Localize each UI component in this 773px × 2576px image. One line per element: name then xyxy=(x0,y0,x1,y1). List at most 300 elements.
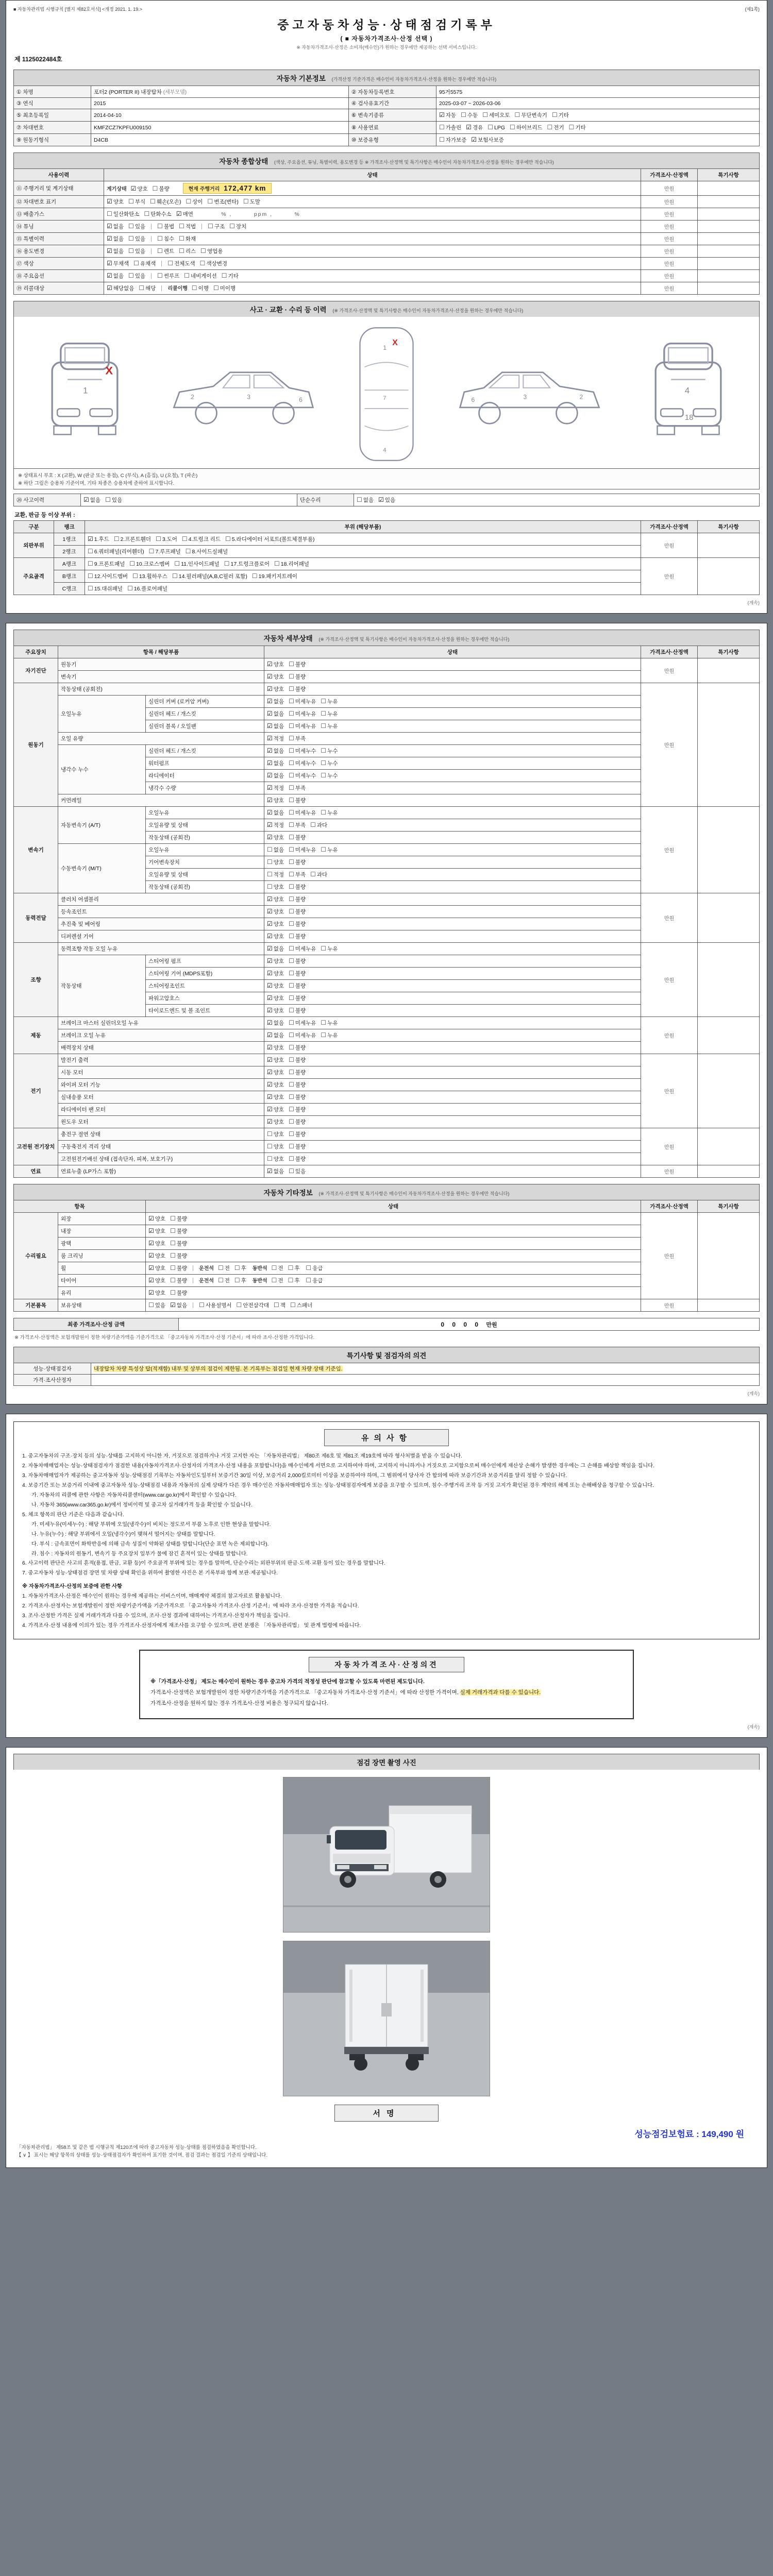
checkbox-unchecked[interactable] xyxy=(289,982,306,990)
checkbox-unchecked[interactable] xyxy=(289,735,306,742)
checkbox-unchecked[interactable] xyxy=(88,572,128,580)
checkbox-checked[interactable] xyxy=(267,957,284,965)
checkbox-unchecked[interactable] xyxy=(170,1252,187,1260)
state-cell xyxy=(264,1017,641,1029)
checkbox-unchecked[interactable] xyxy=(289,1081,306,1089)
checkbox-unchecked[interactable] xyxy=(234,1277,246,1284)
checkbox-unchecked[interactable] xyxy=(289,772,316,779)
checkbox-unchecked[interactable] xyxy=(289,945,316,953)
checkbox-unchecked[interactable] xyxy=(289,809,316,817)
photo-truck-rear xyxy=(283,1941,490,2096)
checkbox-unchecked[interactable] xyxy=(289,698,316,705)
section-summary-note: (색상, 주요옵션, 튜닝, 특별이력, 용도변경 등 ※ 가격조사·산정액 및 특기사항은 매수인이 자동차가격조사·산정을 원하는 경우에만 적습니다) xyxy=(274,160,554,165)
car-diagram-front xyxy=(29,330,140,459)
checkbox-unchecked[interactable] xyxy=(510,124,542,131)
checkbox-unchecked[interactable] xyxy=(288,1277,300,1284)
note-cell xyxy=(698,533,760,558)
checkbox-unchecked[interactable] xyxy=(208,198,239,206)
part-label: 스티어링 펌프 xyxy=(146,955,264,968)
checkbox-label: 없음 xyxy=(273,1168,284,1175)
checkbox-unchecked[interactable] xyxy=(170,1289,187,1297)
checkbox-unchecked[interactable] xyxy=(321,710,338,718)
checkbox-checked[interactable] xyxy=(267,710,284,718)
empty-box-icon: ☐ xyxy=(251,572,258,580)
checkbox-unchecked[interactable] xyxy=(218,1277,230,1284)
checkbox-unchecked[interactable] xyxy=(128,223,145,230)
checkbox-checked[interactable] xyxy=(267,809,284,817)
checkbox-unchecked[interactable] xyxy=(170,1215,187,1223)
checkbox-unchecked[interactable] xyxy=(321,945,338,953)
checkbox-checked[interactable] xyxy=(267,945,284,953)
checkbox-checked[interactable] xyxy=(148,1252,165,1260)
row-label-tuning: ⑭ 튜닝 xyxy=(14,221,104,233)
svg-text:X: X xyxy=(105,364,113,377)
price-cell: 만원 xyxy=(641,196,698,208)
checkbox-unchecked[interactable] xyxy=(170,1240,187,1247)
empty-box-icon: ☐ xyxy=(547,124,553,131)
checkbox-checked[interactable] xyxy=(83,496,100,504)
checkbox-checked[interactable] xyxy=(88,535,109,543)
checkbox-unchecked[interactable] xyxy=(272,1264,283,1272)
notice-line: 1. 중고자동차의 구조·장치 등의 성능·상태를 고지하지 아니한 자, 거짓으로 점검하거나 거짓 고지한 자는 「자동차관리법」 제80조 제6호 및 제81조 제19호에 따라 형사처벌을 받을 수 있습니다. xyxy=(22,1453,462,1459)
checkbox-unchecked[interactable] xyxy=(184,272,216,280)
checkbox-label: 잭 xyxy=(280,1302,285,1309)
checkbox-checked[interactable] xyxy=(107,235,124,243)
checkbox-unchecked[interactable] xyxy=(157,272,179,280)
checkbox-unchecked[interactable] xyxy=(289,1093,306,1101)
checked-box-icon: ☑ xyxy=(267,710,273,717)
checkbox-checked[interactable] xyxy=(267,722,284,730)
fuel-type-checks xyxy=(436,122,760,134)
checkbox-unchecked[interactable] xyxy=(321,1019,338,1027)
checkbox-unchecked[interactable] xyxy=(289,673,306,681)
basic-items-have-checks xyxy=(148,1302,192,1309)
checkbox-unchecked[interactable] xyxy=(274,1301,285,1309)
checkbox-checked[interactable] xyxy=(267,982,284,990)
checkbox-checked[interactable] xyxy=(267,784,284,792)
checkbox-unchecked[interactable] xyxy=(88,560,125,568)
checkbox-unchecked[interactable] xyxy=(127,585,167,592)
checkbox-unchecked[interactable] xyxy=(289,1130,306,1138)
checkbox-label: 누유 xyxy=(327,711,338,717)
checkbox-label: 부족 xyxy=(295,736,306,742)
checkbox-unchecked[interactable] xyxy=(129,560,170,568)
special-history-checks xyxy=(107,236,150,242)
checkbox-unchecked[interactable] xyxy=(289,1019,316,1027)
state-cell xyxy=(264,881,641,893)
price-cell: 만원 xyxy=(641,282,698,295)
checkbox-checked[interactable] xyxy=(107,223,124,230)
checkbox-unchecked[interactable] xyxy=(289,747,316,755)
tire-driver-checks xyxy=(218,1278,251,1284)
empty-box-icon: ☐ xyxy=(128,198,134,205)
item-label: 클러치 어셈블리 xyxy=(58,893,264,906)
checkbox-checked[interactable] xyxy=(439,111,456,119)
checkbox-label: 미세누유 xyxy=(295,699,316,705)
checkbox-unchecked[interactable] xyxy=(289,1143,306,1150)
checkbox-unchecked[interactable] xyxy=(439,136,466,144)
polish-label: 광택 xyxy=(58,1238,146,1250)
checkbox-unchecked[interactable] xyxy=(128,235,145,243)
checkbox-unchecked[interactable] xyxy=(289,1007,306,1014)
empty-box-icon: ☐ xyxy=(289,1056,294,1063)
options-checks xyxy=(107,273,150,279)
checkbox-unchecked[interactable] xyxy=(274,560,309,568)
device-group-label: 전기 xyxy=(14,1054,58,1128)
checkbox-unchecked[interactable] xyxy=(569,124,586,131)
divider xyxy=(161,261,162,266)
checkbox-unchecked[interactable] xyxy=(289,796,306,804)
checkbox-unchecked[interactable] xyxy=(186,198,203,206)
checkbox-unchecked[interactable] xyxy=(289,1069,306,1076)
state-cell xyxy=(264,856,641,869)
checkbox-unchecked[interactable] xyxy=(133,260,156,267)
checkbox-unchecked[interactable] xyxy=(149,548,181,555)
checkbox-unchecked[interactable] xyxy=(357,496,374,504)
empty-box-icon: ☐ xyxy=(179,247,184,255)
checkbox-unchecked[interactable] xyxy=(289,883,306,891)
note-cell xyxy=(698,221,760,233)
checkbox-unchecked[interactable] xyxy=(107,210,139,218)
checkbox-label: 불량 xyxy=(295,896,306,903)
empty-box-icon: ☐ xyxy=(217,1277,224,1284)
checkbox-unchecked[interactable] xyxy=(105,496,122,504)
checkbox-label: 미세누수 xyxy=(295,760,316,767)
checkbox-checked[interactable] xyxy=(267,994,284,1002)
first-registration-value: 2014-04-10 xyxy=(91,109,349,122)
checkbox-unchecked[interactable] xyxy=(289,1031,316,1039)
checkbox-unchecked[interactable] xyxy=(148,1301,165,1309)
checkbox-unchecked[interactable] xyxy=(289,821,306,829)
checked-box-icon: ☑ xyxy=(267,1167,273,1175)
checkbox-unchecked[interactable] xyxy=(128,198,145,206)
checkbox-checked[interactable] xyxy=(267,933,284,940)
checkbox-unchecked[interactable] xyxy=(208,223,225,230)
checkbox-checked[interactable] xyxy=(267,1019,284,1027)
empty-box-icon: ☐ xyxy=(289,970,294,977)
checkbox-unchecked[interactable] xyxy=(289,908,306,916)
checkbox-checked[interactable] xyxy=(267,660,284,668)
checkbox-unchecked[interactable] xyxy=(234,1264,246,1272)
col-price: 가격조사·산정액 xyxy=(641,646,698,658)
checkbox-unchecked[interactable] xyxy=(179,247,196,255)
note-cell xyxy=(698,208,760,221)
checkbox-unchecked[interactable] xyxy=(170,1227,187,1235)
checkbox-unchecked[interactable] xyxy=(182,535,221,543)
checkbox-unchecked[interactable] xyxy=(289,1056,306,1064)
checkbox-unchecked[interactable] xyxy=(213,284,236,292)
note-cell xyxy=(698,1054,760,1128)
checkbox-label: 없음 xyxy=(273,946,284,952)
checkbox-unchecked[interactable] xyxy=(200,260,227,267)
checkbox-unchecked[interactable] xyxy=(267,871,284,878)
checkbox-unchecked[interactable] xyxy=(267,1130,284,1138)
checkbox-unchecked[interactable] xyxy=(200,247,223,255)
checkbox-checked[interactable] xyxy=(148,1264,165,1272)
checkbox-checked[interactable] xyxy=(267,796,284,804)
checkbox-unchecked[interactable] xyxy=(289,685,306,693)
recall-fulfill-checks xyxy=(192,285,240,292)
part-label: 오일누유 xyxy=(146,844,264,856)
checkbox-unchecked[interactable] xyxy=(225,535,314,543)
checkbox-unchecked[interactable] xyxy=(156,535,177,543)
checkbox-unchecked[interactable] xyxy=(267,883,284,891)
checkbox-checked[interactable] xyxy=(148,1240,165,1247)
checkbox-unchecked[interactable] xyxy=(252,572,297,580)
checkbox-checked[interactable] xyxy=(107,284,134,292)
checkbox-unchecked[interactable] xyxy=(321,1031,338,1039)
checkbox-checked[interactable] xyxy=(267,908,284,916)
checkbox-unchecked[interactable] xyxy=(290,1301,312,1309)
checkbox-unchecked[interactable] xyxy=(321,698,338,705)
checkbox-checked[interactable] xyxy=(267,895,284,903)
checkbox-unchecked[interactable] xyxy=(157,247,174,255)
checkbox-checked[interactable] xyxy=(267,920,284,928)
checkbox-unchecked[interactable] xyxy=(289,858,306,866)
checkbox-unchecked[interactable] xyxy=(289,834,306,841)
checkbox-unchecked[interactable] xyxy=(289,994,306,1002)
checkbox-checked[interactable] xyxy=(267,1106,284,1113)
checkbox-unchecked[interactable] xyxy=(222,272,239,280)
checkbox-checked[interactable] xyxy=(267,759,284,767)
checkbox-checked[interactable] xyxy=(267,1007,284,1014)
checkbox-unchecked[interactable] xyxy=(289,920,306,928)
checkbox-unchecked[interactable] xyxy=(144,210,171,218)
checkbox-unchecked[interactable] xyxy=(199,1301,231,1309)
section-misc-header xyxy=(13,1184,760,1200)
checkbox-checked[interactable] xyxy=(176,210,193,218)
checkbox-checked[interactable] xyxy=(267,1081,284,1089)
checkbox-unchecked[interactable] xyxy=(243,198,260,206)
checkbox-unchecked[interactable] xyxy=(547,124,564,131)
checkbox-unchecked[interactable] xyxy=(289,1155,306,1163)
final-price-unit: 만원 xyxy=(486,1321,497,1328)
checkbox-unchecked[interactable] xyxy=(267,1155,284,1163)
section-misc-title: 자동차 기타정보 xyxy=(263,1189,313,1197)
empty-box-icon: ☐ xyxy=(148,1301,154,1309)
checked-box-icon: ☑ xyxy=(267,673,273,680)
empty-box-icon: ☐ xyxy=(321,1019,327,1026)
empty-box-icon: ☐ xyxy=(148,548,155,555)
note-cell xyxy=(698,233,760,245)
note-cell xyxy=(698,270,760,282)
checkbox-unchecked[interactable] xyxy=(174,560,219,568)
checkbox-unchecked[interactable] xyxy=(157,223,174,230)
empty-box-icon: ☐ xyxy=(321,945,327,952)
checkbox-checked[interactable] xyxy=(267,1093,284,1101)
checkbox-unchecked[interactable] xyxy=(128,247,145,255)
checkbox-checked[interactable] xyxy=(267,1044,284,1052)
state-cell xyxy=(264,918,641,930)
checkbox-checked[interactable] xyxy=(148,1277,165,1284)
checkbox-unchecked[interactable] xyxy=(289,846,316,854)
divider xyxy=(151,236,152,242)
checkbox-checked[interactable] xyxy=(107,198,124,206)
checkbox-checked[interactable] xyxy=(267,821,284,829)
price-cell: 만원 xyxy=(641,233,698,245)
checkbox-label: 전 xyxy=(278,1265,283,1272)
checkbox-checked[interactable] xyxy=(378,496,395,504)
checkbox-unchecked[interactable] xyxy=(167,260,195,267)
empty-box-icon: ☐ xyxy=(321,698,327,705)
checkbox-unchecked[interactable] xyxy=(289,970,306,977)
checkbox-unchecked[interactable] xyxy=(88,548,144,555)
note-cell xyxy=(698,181,760,196)
price-cell: 만원 xyxy=(641,1213,698,1299)
checkbox-checked[interactable] xyxy=(107,247,124,255)
checkbox-label: 불량 xyxy=(176,1216,188,1222)
checkbox-unchecked[interactable] xyxy=(289,1044,306,1052)
checkbox-checked[interactable] xyxy=(107,260,129,267)
checkbox-label: 양호 xyxy=(273,958,284,964)
state-cell xyxy=(264,733,641,745)
checkbox-unchecked[interactable] xyxy=(172,572,247,580)
checkbox-unchecked[interactable] xyxy=(321,809,338,817)
empty-box-icon: ☐ xyxy=(461,111,466,118)
checkbox-checked[interactable] xyxy=(267,673,284,681)
checkbox-unchecked[interactable] xyxy=(179,235,196,243)
checkbox-checked[interactable] xyxy=(267,1069,284,1076)
checkbox-checked[interactable] xyxy=(148,1215,165,1223)
checkbox-checked[interactable] xyxy=(107,272,124,280)
checkbox-unchecked[interactable] xyxy=(289,895,306,903)
inspection-insurance-fee xyxy=(13,2127,744,2140)
checkbox-checked[interactable] xyxy=(148,1289,165,1297)
checkbox-checked[interactable] xyxy=(267,1167,284,1175)
state-cell xyxy=(264,770,641,782)
checkbox-unchecked[interactable] xyxy=(289,660,306,668)
footnote-check-mark: 【 ∨ 】 표시는 해당 항목의 상태를 성능·상태점검자가 확인하여 표기한 것이며, 점검 결과는 점검일 기준의 상태입니다. xyxy=(16,2152,267,2158)
checkbox-label: 양호 xyxy=(273,934,284,940)
checkbox-unchecked[interactable] xyxy=(321,747,338,755)
checked-box-icon: ☑ xyxy=(148,1252,154,1259)
checkbox-unchecked[interactable] xyxy=(552,111,569,119)
checkbox-unchecked[interactable] xyxy=(289,957,306,965)
empty-box-icon: ☐ xyxy=(488,124,494,131)
checkbox-unchecked[interactable] xyxy=(310,871,327,878)
empty-box-icon: ☐ xyxy=(170,1289,176,1296)
checkbox-checked[interactable] xyxy=(267,747,284,755)
checkbox-label: 양호 xyxy=(273,798,284,804)
checkbox-unchecked[interactable] xyxy=(153,185,170,193)
checkbox-unchecked[interactable] xyxy=(289,710,316,718)
checkbox-unchecked[interactable] xyxy=(157,235,174,243)
empty-box-icon: ☐ xyxy=(289,883,294,890)
checkbox-unchecked[interactable] xyxy=(170,1277,187,1284)
checkbox-unchecked[interactable] xyxy=(289,933,306,940)
checkbox-checked[interactable] xyxy=(267,1056,284,1064)
checkbox-checked[interactable] xyxy=(466,124,483,131)
checkbox-unchecked[interactable] xyxy=(321,846,338,854)
checkbox-checked[interactable] xyxy=(267,735,284,742)
summary-table xyxy=(13,168,760,295)
checkbox-checked[interactable] xyxy=(267,834,284,841)
checkbox-unchecked[interactable] xyxy=(514,111,547,119)
checkbox-unchecked[interactable] xyxy=(267,858,284,866)
checkbox-unchecked[interactable] xyxy=(139,284,156,292)
col-note: 특기사항 xyxy=(698,646,760,658)
checkbox-checked[interactable] xyxy=(170,1301,187,1309)
checked-box-icon: ☑ xyxy=(267,796,273,804)
part-label: 오일유량 및 상태 xyxy=(146,819,264,832)
valuation-line-2 xyxy=(150,1688,623,1697)
checkbox-checked[interactable] xyxy=(267,685,284,693)
checkbox-label: 부족 xyxy=(295,785,306,791)
checkbox-unchecked[interactable] xyxy=(289,1167,306,1175)
checkbox-unchecked[interactable] xyxy=(218,1264,230,1272)
checkbox-unchecked[interactable] xyxy=(272,1277,283,1284)
field-label: ① 차명 xyxy=(14,86,91,98)
checkbox-unchecked[interactable] xyxy=(170,1264,187,1272)
checkbox-label: 불량 xyxy=(295,1131,306,1138)
checkbox-unchecked[interactable] xyxy=(289,722,316,730)
checkbox-checked[interactable] xyxy=(267,970,284,977)
checkbox-unchecked[interactable] xyxy=(132,572,167,580)
field-label: ⑦ 차대번호 xyxy=(14,122,91,134)
checkbox-checked[interactable] xyxy=(267,698,284,705)
checkbox-unchecked[interactable] xyxy=(224,560,270,568)
checkbox-unchecked[interactable] xyxy=(289,871,306,878)
checkbox-checked[interactable] xyxy=(267,1031,284,1039)
checkbox-unchecked[interactable] xyxy=(306,1264,323,1272)
empty-box-icon: ☐ xyxy=(289,821,294,828)
checkbox-label: 불량 xyxy=(176,1265,188,1272)
checkbox-unchecked[interactable] xyxy=(439,124,461,131)
checkbox-unchecked[interactable] xyxy=(267,1143,284,1150)
checkbox-unchecked[interactable] xyxy=(289,1106,306,1113)
checked-box-icon: ☑ xyxy=(267,735,273,742)
checkbox-checked[interactable] xyxy=(471,136,503,144)
checkbox-unchecked[interactable] xyxy=(128,272,145,280)
state-cell xyxy=(264,819,641,832)
checkbox-unchecked[interactable] xyxy=(321,722,338,730)
checkbox-checked[interactable] xyxy=(267,772,284,779)
checkbox-unchecked[interactable] xyxy=(114,535,151,543)
checkbox-checked[interactable] xyxy=(267,1118,284,1126)
checkbox-unchecked[interactable] xyxy=(289,1118,306,1126)
checkbox-label: 불량 xyxy=(295,1045,306,1051)
checkbox-unchecked[interactable] xyxy=(150,198,181,206)
table-row xyxy=(14,233,760,245)
checkbox-unchecked[interactable] xyxy=(289,784,306,792)
photo-truck-front xyxy=(283,1777,490,1933)
checkbox-unchecked[interactable] xyxy=(321,772,338,779)
checkbox-unchecked[interactable] xyxy=(88,585,123,592)
checkbox-unchecked[interactable] xyxy=(237,1301,269,1309)
checkbox-unchecked[interactable] xyxy=(192,284,209,292)
checkbox-unchecked[interactable] xyxy=(482,111,510,119)
usage-change-checks xyxy=(107,248,150,255)
checkbox-unchecked[interactable] xyxy=(289,759,316,767)
checkbox-label: 불량 xyxy=(295,934,306,940)
checkbox-unchecked[interactable] xyxy=(267,846,284,854)
price-cell: 만원 xyxy=(641,943,698,1017)
repaint-checks xyxy=(167,261,232,267)
checkbox-unchecked[interactable] xyxy=(310,821,327,829)
checkbox-checked[interactable] xyxy=(148,1227,165,1235)
checkbox-checked[interactable] xyxy=(131,185,148,193)
device-group-label: 연료 xyxy=(14,1165,58,1178)
checkbox-unchecked[interactable] xyxy=(186,548,228,555)
checkbox-unchecked[interactable] xyxy=(321,759,338,767)
checkbox-unchecked[interactable] xyxy=(179,223,196,230)
checked-box-icon: ☑ xyxy=(267,722,273,730)
checkbox-unchecked[interactable] xyxy=(306,1277,323,1284)
checkbox-unchecked[interactable] xyxy=(488,124,505,131)
checkbox-unchecked[interactable] xyxy=(229,223,246,230)
checkbox-unchecked[interactable] xyxy=(288,1264,300,1272)
checkbox-unchecked[interactable] xyxy=(461,111,478,119)
